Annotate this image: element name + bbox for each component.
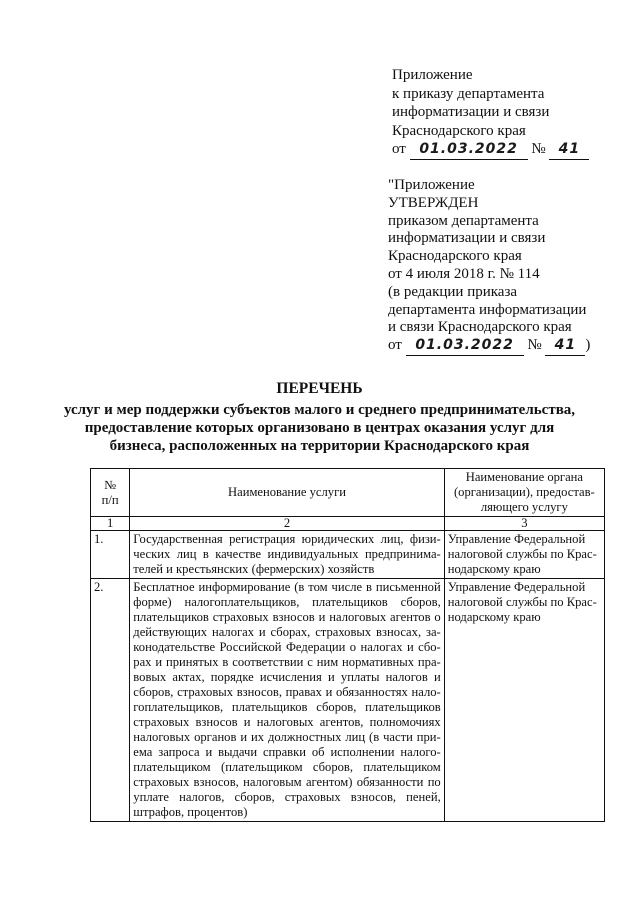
header-num-line: № [104, 477, 117, 492]
number-label: № [527, 337, 542, 354]
approved-line: от 4 июля 2018 г. № 114 [388, 265, 540, 282]
from-prefix: от [388, 337, 402, 354]
subtitle-line: предоставление которых организовано в центрах оказания услуг для [84, 420, 555, 437]
row-number: 1. [91, 531, 130, 579]
column-number: 1 [91, 517, 130, 531]
row-org: Управление Федеральной налоговой службы по Крас-нодарскому краю [444, 531, 604, 579]
table-header-row [91, 469, 605, 517]
table-row [91, 531, 605, 579]
appendix-line: Приложение [392, 67, 473, 83]
approved-line: УТВЕРЖДЕН [388, 194, 479, 211]
approved-line: и связи Краснодарского края [388, 319, 572, 336]
handwritten-date: 01.03.2022 [410, 140, 528, 160]
handwritten-date: 01.03.2022 [406, 337, 524, 356]
handwritten-number: 41 [545, 337, 585, 356]
approved-header [388, 177, 590, 356]
approved-line: (в редакции приказа [388, 283, 518, 300]
approved-line: информатизации и связи [388, 230, 546, 247]
header-num-line: п/п [101, 492, 119, 507]
order-date-line [392, 140, 589, 160]
approved-line: Краснодарского края [388, 248, 522, 265]
row-org: Управление Федеральной налоговой службы по Крас-нодарскому краю [444, 579, 604, 822]
appendix-line: информатизации и связи [392, 104, 550, 120]
header-service: Наименование услуги [130, 469, 444, 517]
column-number: 2 [130, 517, 444, 531]
closing-paren: ) [585, 337, 591, 354]
row-service: Государственная регистрация юридических лиц, физи-ческих лиц в качестве индивидуальных предпринима-телей и крестьянских (фермерских) хозяйств [130, 531, 444, 579]
number-label: № [531, 141, 546, 157]
row-service: Бесплатное информирование (в том числе в письменной форме) налогоплательщиков, плательщиков сборов, плательщиков страховых взносов и налоговых агентов о действующих налогах и сборах, страховых взносах, за-конодательстве Российской Федерации о налогах и сбо-рах и принятых в соответствии с ним нормативных пра-вовых актах, порядке исчисления и уплаты налогов и сборов, страховых взносов, правах и обязанностях нало-гоплательщиков, плательщиков сборов, плательщиков страховых взносов и налоговых агентов, полномочиях налоговых органов и их должностных лиц (в части при-ема запроса и выдачи справки об исполнении налого-плательщиком (плательщиком сборов, плательщиком страховых взносов, налоговым агентом) обязанности по уплате налогов, сборов, страховых взносов, пеней, штрафов, процентов) [130, 579, 444, 822]
from-prefix: от [392, 141, 406, 157]
document-heading: ПЕРЕЧЕНЬ [276, 380, 363, 397]
document-subtitle [0, 401, 639, 456]
header-org: Наименование органа (организации), предостав-ляющего услугу [444, 469, 604, 517]
appendix-line: к приказу департамента [392, 85, 545, 102]
table-row [91, 579, 605, 822]
approved-line: департамента информатизации [388, 301, 587, 318]
approved-line: "Приложение [388, 177, 475, 193]
column-number-row [91, 517, 605, 531]
approved-date-line [388, 337, 590, 356]
handwritten-number: 41 [549, 140, 589, 160]
services-table [90, 468, 605, 822]
appendix-header [392, 66, 589, 160]
subtitle-line: бизнеса, расположенных на территории Краснодарского края [109, 438, 530, 455]
row-number: 2. [91, 579, 130, 822]
column-number: 3 [444, 517, 604, 531]
approved-line: приказом департамента [388, 212, 539, 229]
header-num [91, 469, 130, 517]
appendix-line: Краснодарского края [392, 122, 526, 139]
subtitle-line: услуг и мер поддержки субъектов малого и среднего предпринимательства, [63, 402, 576, 418]
